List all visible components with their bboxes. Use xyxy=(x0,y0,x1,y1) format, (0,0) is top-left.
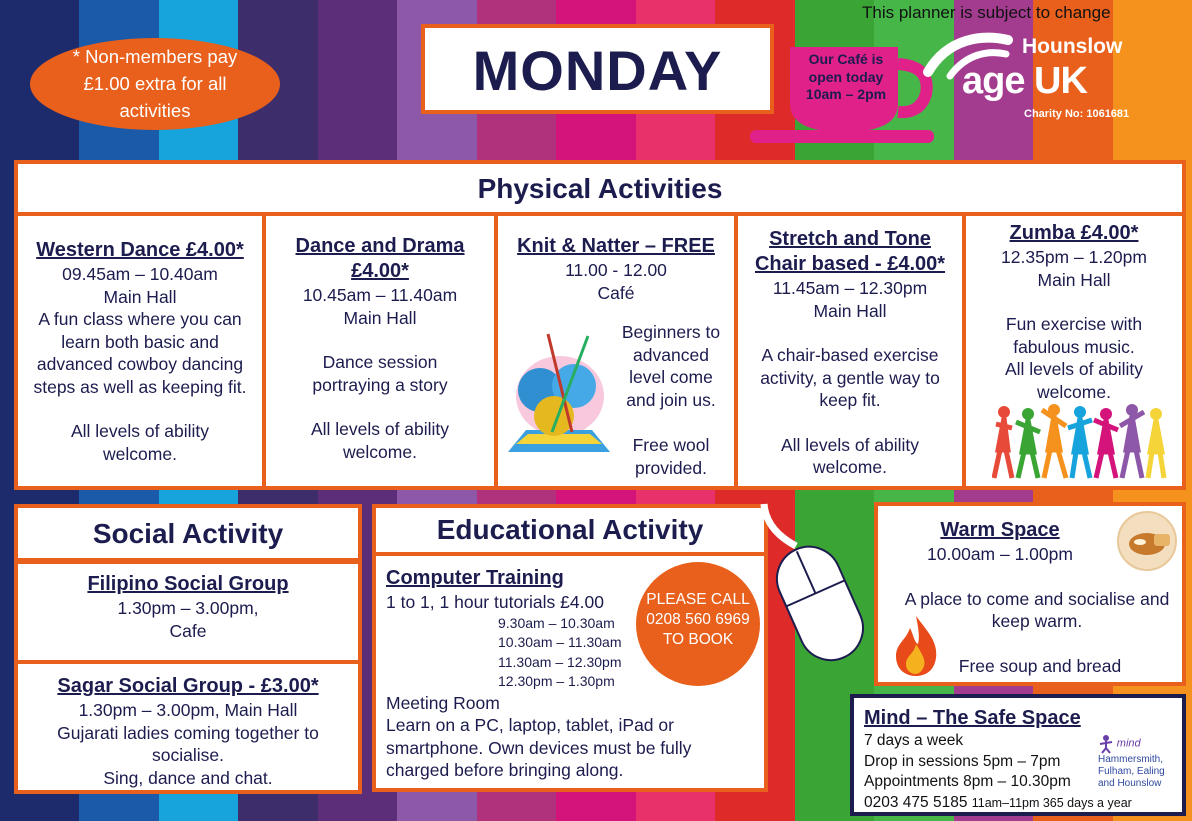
knit-natter-title: Knit & Natter – FREE xyxy=(517,235,715,257)
booking-circle xyxy=(636,562,760,686)
mind-phone-line xyxy=(864,793,1182,814)
zumba-note: All levels of ability welcome. xyxy=(1004,359,1144,402)
western-dance-note: All levels of ability welcome. xyxy=(70,421,210,464)
day-banner xyxy=(421,24,774,114)
filipino-title: Filipino Social Group xyxy=(87,573,289,595)
warm-space-title: Warm Space xyxy=(940,519,1060,541)
nonmembers-badge xyxy=(30,38,280,130)
stretch-tone-note: All levels of ability welcome. xyxy=(780,434,920,477)
education-title: Educational Activity xyxy=(436,514,704,545)
dancers-silhouette-icon xyxy=(992,402,1168,482)
cafe-text: Our Café is open today 10am – 2pm xyxy=(805,51,887,102)
mind-logo xyxy=(1098,734,1184,790)
zumba-desc: Fun exercise with fabulous music. xyxy=(1005,314,1143,357)
computer-mouse-icon xyxy=(756,500,886,680)
mind-logo-sub: Hammersmith, Fulham, Ealing and Hounslow xyxy=(1098,754,1165,789)
filipino-time: 1.30pm – 3.00pm, xyxy=(117,598,259,618)
physical-header xyxy=(14,160,1186,216)
day-title: MONDAY xyxy=(472,39,723,102)
sagar-time: 1.30pm – 3.00pm, Main Hall xyxy=(78,700,298,720)
knit-natter-card xyxy=(494,212,738,490)
stretch-tone-place: Main Hall xyxy=(813,300,887,321)
nonmembers-text: * Non-members pay £1.00 extra for all activities xyxy=(72,46,238,121)
mind-logo-name: mind xyxy=(1116,737,1141,750)
sagar-title: Sagar Social Group - £3.00* xyxy=(57,675,319,697)
sagar-desc: Gujarati ladies coming together to socialise. xyxy=(57,722,319,765)
mind-phone-note: 11am–11pm 365 days a year xyxy=(971,795,1132,810)
filipino-place: Cafe xyxy=(169,620,207,641)
mind-days: 7 days a week xyxy=(864,732,964,749)
stretch-tone-desc: A chair-based exercise activity, a gentle way to keep fit. xyxy=(760,345,940,410)
dance-drama-title: Dance and Drama £4.00* xyxy=(295,235,465,282)
computer-training-desc: Learn on a PC, laptop, tablet, iPad or smartphone. Own devices must be fully charged before bringing along. xyxy=(386,715,692,780)
mind-dropin: Drop in sessions 5pm – 7pm xyxy=(864,752,1061,770)
physical-title: Physical Activities xyxy=(477,173,723,204)
tutorial-slot: 9.30am – 10.30am xyxy=(498,614,615,631)
education-header xyxy=(372,504,768,556)
stretch-tone-time: 11.45am – 12.30pm xyxy=(772,278,928,298)
knit-natter-desc: Beginners to advanced level come and join us. xyxy=(621,322,721,410)
western-dance-time: 09.45am – 10.40am xyxy=(62,264,218,284)
zumba-place: Main Hall xyxy=(1037,269,1111,290)
computer-training-place: Meeting Room xyxy=(386,692,500,713)
western-dance-desc: A fun class where you can learn both basic and advanced cowboy dancing steps as well as keeping fit. xyxy=(33,309,247,397)
tutorial-slot: 10.30am – 11.30am xyxy=(498,634,622,650)
mind-title: Mind – The Safe Space xyxy=(864,707,1081,729)
flame-icon xyxy=(892,614,940,678)
warm-space-time: 10.00am – 1.00pm xyxy=(927,544,1073,564)
warm-space-note: Free soup and bread xyxy=(958,655,1122,676)
planner-notice: This planner is subject to change xyxy=(862,3,1111,22)
zumba-title: Zumba £4.00* xyxy=(1009,222,1139,244)
mind-figure-icon xyxy=(1098,734,1114,754)
tutorial-slot: 12.30pm – 1.30pm xyxy=(498,673,615,689)
charity-number: Charity No: 1061681 xyxy=(1024,108,1130,120)
computer-training-intro: 1 to 1, 1 hour tutorials £4.00 xyxy=(386,592,604,612)
booking-text: PLEASE CALL 0208 560 6969 TO BOOK xyxy=(646,591,750,648)
knit-natter-time: 11.00 - 12.00 xyxy=(565,260,667,280)
zumba-card xyxy=(962,212,1186,490)
dance-drama-card xyxy=(262,212,498,490)
sagar-note: Sing, dance and chat. xyxy=(103,767,273,788)
filipino-card xyxy=(14,560,362,664)
warm-space-card xyxy=(874,502,1186,686)
warm-space-desc: A place to come and socialise and keep warm. xyxy=(904,588,1170,631)
mind-card xyxy=(850,694,1186,816)
tutorial-slot: 11.30am – 12.30pm xyxy=(498,653,622,670)
western-dance-place: Main Hall xyxy=(103,286,177,307)
mind-appointments: Appointments 8pm – 10.30pm xyxy=(864,773,1071,790)
dance-drama-place: Main Hall xyxy=(343,307,417,328)
knit-natter-place: Café xyxy=(597,282,635,303)
stretch-tone-title: Stretch and Tone Chair based - £4.00* xyxy=(754,228,946,275)
dance-drama-time: 10.45am – 11.40am xyxy=(302,285,458,305)
western-dance-card xyxy=(14,212,266,490)
logo-hounslow: Hounslow xyxy=(1022,35,1123,58)
dance-drama-note: All levels of ability welcome. xyxy=(310,419,450,462)
zumba-time: 12.35pm – 1.20pm xyxy=(1001,247,1147,267)
logo-age-uk: age UK xyxy=(962,60,1087,102)
social-title: Social Activity xyxy=(92,518,284,549)
stretch-tone-card xyxy=(734,212,966,490)
mind-phone: 0203 475 5185 xyxy=(864,793,968,811)
age-uk-logo xyxy=(922,28,1152,124)
knit-natter-note: Free wool provided. xyxy=(632,435,710,478)
yarn-basket-icon xyxy=(502,332,614,458)
western-dance-title: Western Dance £4.00* xyxy=(36,239,244,261)
computer-training-title: Computer Training xyxy=(386,567,564,589)
soup-bowl-icon xyxy=(1116,510,1178,572)
social-header xyxy=(14,504,362,562)
sagar-card xyxy=(14,660,362,794)
dance-drama-desc: Dance session portraying a story xyxy=(312,352,448,395)
